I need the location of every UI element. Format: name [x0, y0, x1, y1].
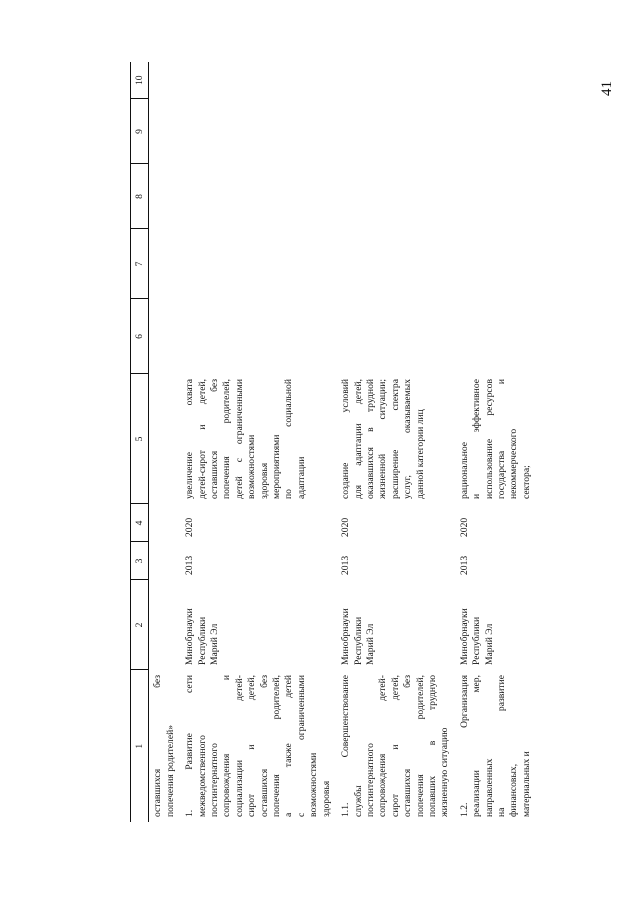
event-name-cell [456, 670, 537, 822]
empty-cell [337, 164, 456, 229]
event-name-cell-line: 1. Развитие сети [184, 675, 196, 817]
expected-result-cell [456, 374, 537, 504]
expected-result-cell-line: увеличение охвата [184, 379, 196, 499]
empty-cell [149, 62, 181, 99]
responsible-cell [456, 580, 537, 670]
expected-result-cell [181, 374, 337, 504]
expected-result-cell-line: данной категории лиц [414, 409, 426, 499]
empty-cell [149, 229, 181, 299]
event-name-cell [337, 670, 456, 822]
column-number: 6 [131, 299, 149, 374]
column-number: 8 [131, 164, 149, 229]
event-name-cell-line: оставшихся без [152, 675, 164, 817]
rotated-sheet [130, 62, 620, 822]
event-name-cell-line: финансовых, [508, 763, 520, 817]
event-name-cell-line: постинтернатного [209, 743, 221, 817]
responsible-cell-line: Республики [352, 616, 364, 665]
responsible-cell-line: Марий Эл [364, 623, 376, 665]
expected-result-cell-line: для адаптации детей, [352, 379, 364, 499]
start-year-cell: 2013 [458, 555, 470, 575]
event-name-cell-line: а также детей [283, 675, 295, 817]
expected-result-cell-line: возможностями [246, 434, 258, 499]
responsible-cell [149, 580, 181, 670]
column-number: 2 [131, 580, 149, 670]
event-name-cell-line: с ограниченными [295, 675, 307, 817]
event-name-cell-line: здоровья [320, 780, 332, 817]
event-name-cell-line: попечения родителей, [271, 675, 283, 817]
expected-result-cell-line: сектора; [520, 465, 532, 499]
program-table [130, 62, 537, 822]
empty-cell [149, 164, 181, 229]
responsible-cell-line: Минобрнауки [458, 608, 470, 665]
empty-cell [337, 62, 456, 99]
event-name-cell-line: попечения родителей» [164, 724, 176, 817]
start-year-cell: 2013 [340, 555, 352, 575]
expected-result-cell [337, 374, 456, 504]
empty-cell [337, 229, 456, 299]
event-name-cell-line: постинтернатного [364, 743, 376, 817]
expected-result-cell-line: детей-сирот и детей, [196, 379, 208, 499]
empty-cell [456, 229, 537, 299]
event-name-cell-line: направленных [483, 758, 495, 817]
event-name-cell-line: 1.1. Совершенствование [340, 675, 352, 817]
end-year-cell [149, 504, 181, 542]
column-numbers-row [131, 62, 149, 822]
column-number: 3 [131, 542, 149, 580]
column-number: 1 [131, 670, 149, 822]
expected-result-cell-line: мероприятиями [271, 434, 283, 499]
empty-cell [456, 99, 537, 164]
responsible-cell-line: Республики [196, 616, 208, 665]
empty-cell [181, 62, 337, 99]
end-year-cell: 2020 [184, 517, 196, 537]
responsible-cell-line: Марий Эл [483, 623, 495, 665]
table-row [456, 62, 537, 822]
responsible-cell-line: Республики [471, 616, 483, 665]
event-name-cell-line: на развитие [495, 675, 507, 817]
event-name-cell [149, 670, 181, 822]
expected-result-cell-line: создание условий [340, 379, 352, 499]
expected-result-cell-line: рациональное [458, 441, 470, 499]
responsible-cell [181, 580, 337, 670]
column-number: 4 [131, 504, 149, 542]
expected-result-cell-line: оставшихся без [209, 379, 221, 499]
empty-cell [181, 164, 337, 229]
event-name-cell-line: службы [352, 785, 364, 817]
empty-cell [456, 62, 537, 99]
start-year-cell: 2013 [184, 555, 196, 575]
event-name-cell-line: жизненную ситуацию [439, 727, 451, 817]
responsible-cell [337, 580, 456, 670]
column-number: 7 [131, 229, 149, 299]
expected-result-cell-line: некоммерческого [508, 428, 520, 499]
responsible-cell-line: Марий Эл [209, 623, 221, 665]
empty-cell [337, 299, 456, 374]
end-year-cell: 2020 [340, 517, 352, 537]
expected-result-cell-line: расширение спектра [389, 379, 401, 499]
expected-result-cell-line: детей с ограниченными [233, 379, 245, 499]
event-name-cell-line: оставшихся без [402, 675, 414, 817]
event-name-cell-line: возможностями [308, 752, 320, 817]
end-year-cell: 2020 [458, 517, 470, 537]
start-year-cell [149, 542, 181, 580]
expected-result-cell-line: и эффективное [471, 379, 483, 499]
expected-result-cell-line: оказавшихся в трудной [364, 379, 376, 499]
expected-result-cell-line: жизненной ситуации; [377, 379, 389, 499]
event-name-cell-line: сопровождения и [221, 675, 233, 817]
page-number: 41 [599, 81, 615, 96]
expected-result-cell-line: здоровья [258, 462, 270, 499]
empty-cell [149, 299, 181, 374]
table-row [149, 62, 181, 822]
event-name-cell-line: сирот и детей, [389, 675, 401, 817]
expected-result-cell-line: по социальной [283, 379, 295, 499]
expected-result-cell-line: государства и [495, 379, 507, 499]
event-name-cell-line: сопровождения детей- [377, 675, 389, 817]
event-name-cell-line: попавших в трудную [426, 675, 438, 817]
empty-cell [456, 299, 537, 374]
event-name-cell-line: сирот и детей, [246, 675, 258, 817]
expected-result-cell-line: попечения родителей, [221, 379, 233, 499]
table-row [337, 62, 456, 822]
event-name-cell-line: межведомственного [196, 735, 208, 817]
responsible-cell-line: Минобрнауки [340, 608, 352, 665]
responsible-cell-line: Минобрнауки [184, 608, 196, 665]
event-name-cell-line: оставшихся без [258, 675, 270, 817]
empty-cell [456, 164, 537, 229]
event-name-cell [181, 670, 337, 822]
event-name-cell-line: материальных и [520, 751, 532, 817]
column-number: 9 [131, 99, 149, 164]
empty-cell [181, 99, 337, 164]
event-name-cell-line: попечения родителей, [414, 675, 426, 817]
column-number: 10 [131, 62, 149, 99]
empty-cell [181, 229, 337, 299]
expected-result-cell-line: использование ресурсов [483, 379, 495, 499]
expected-result-cell-line: услуг, оказываемых [402, 379, 414, 499]
event-name-cell-line: реализации мер, [471, 675, 483, 817]
empty-cell [149, 99, 181, 164]
column-number: 5 [131, 374, 149, 504]
event-name-cell-line: 1.2. Организация [458, 675, 470, 817]
expected-result-cell [149, 374, 181, 504]
empty-cell [337, 99, 456, 164]
event-name-cell-line: социализации детей- [233, 675, 245, 817]
table-row [181, 62, 337, 822]
expected-result-cell-line: адаптации [295, 456, 307, 499]
empty-cell [181, 299, 337, 374]
